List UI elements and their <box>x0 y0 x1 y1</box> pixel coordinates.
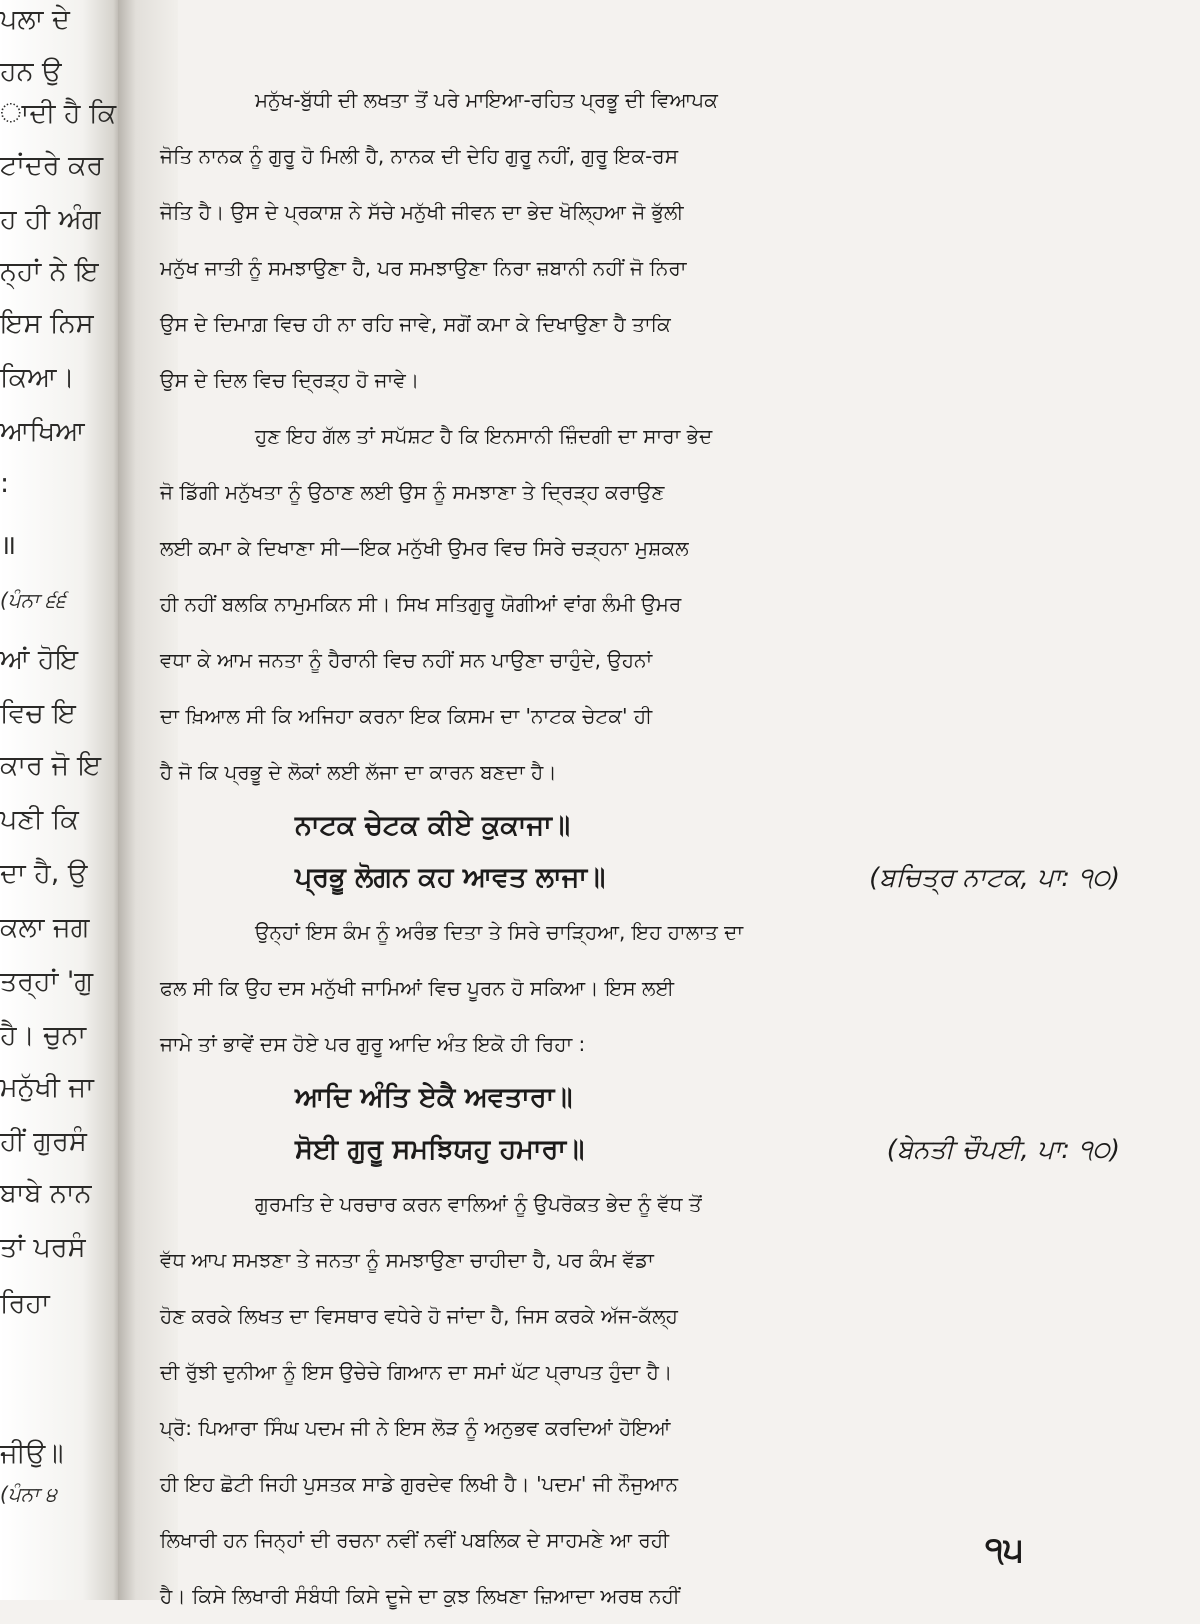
facing-page-fragment: (ਪੰਨਾ ੪ <box>0 1482 57 1506</box>
text-line: ਹੋਣ ਕਰਕੇ ਲਿਖਤ ਦਾ ਵਿਸਥਾਰ ਵਧੇਰੇ ਹੋ ਜਾਂਦਾ ਹੈ, ਜਿਸ ਕਰਕੇ ਅੱਜ-ਕੱਲ੍ਹ <box>160 1304 678 1328</box>
page-number: ੧੫ <box>985 1530 1024 1570</box>
facing-page-fragment: (ਪੰਨਾ ੬੬ <box>0 588 66 612</box>
paragraph-3 <box>160 904 1120 1072</box>
facing-page-fragment: ਹੀਂ ਗੁਰਸੰ <box>0 1126 87 1157</box>
facing-page-fragment: ਆਖਿਆ <box>0 416 85 447</box>
text-line: ਮਨੁੱਖ ਜਾਤੀ ਨੂੰ ਸਮਝਾਉਣਾ ਹੈ, ਪਰ ਸਮਝਾਉਣਾ ਨਿਰਾ ਜ਼ਬਾਨੀ ਨਹੀਂ ਜੋ ਨਿਰਾ <box>160 256 687 280</box>
text-line: ਵੱਧ ਆਪ ਸਮਝਣਾ ਤੇ ਜਨਤਾ ਨੂੰ ਸਮਝਾਉਣਾ ਚਾਹੀਦਾ ਹੈ, ਪਰ ਕੰਮ ਵੱਡਾ <box>160 1248 654 1272</box>
text-line: ਜੋਤਿ ਨਾਨਕ ਨੂੰ ਗੁਰੂ ਹੋ ਮਿਲੀ ਹੈ, ਨਾਨਕ ਦੀ ਦੇਹਿ ਗੁਰੂ ਨਹੀਂ, ਗੁਰੂ ਇਕ-ਰਸ <box>160 144 679 168</box>
text-line: ਹੁਣ ਇਹ ਗੱਲ ਤਾਂ ਸਪੱਸ਼ਟ ਹੈ ਕਿ ਇਨਸਾਨੀ ਜ਼ਿੰਦਗੀ ਦਾ ਸਾਰਾ ਭੇਦ <box>255 424 713 448</box>
verse-line: ਆਦਿ ਅੰਤਿ ਏਕੈ ਅਵਤਾਰਾ॥ <box>295 1082 573 1113</box>
facing-page-fragment: ਪਣੀ ਕਿ <box>0 804 79 835</box>
text-line: ਹੀ ਨਹੀਂ ਬਲਕਿ ਨਾਮੁਮਕਿਨ ਸੀ। ਸਿਖ ਸਤਿਗੁਰੂ ਯੋਗੀਆਂ ਵਾਂਗ ਲੰਮੀ ਉਮਰ <box>160 592 682 616</box>
text-line: ਹੀ ਇਹ ਛੋਟੀ ਜਿਹੀ ਪੁਸਤਕ ਸਾਡੇ ਗੁਰਦੇਵ ਲਿਖੀ ਹੈ। 'ਪਦਮ' ਜੀ ਨੌਜੁਆਨ <box>160 1472 679 1496</box>
text-line: ਦਾ ਖ਼ਿਆਲ ਸੀ ਕਿ ਅਜਿਹਾ ਕਰਨਾ ਇਕ ਕਿਸਮ ਦਾ 'ਨਾਟਕ ਚੇਟਕ' ਹੀ <box>160 704 653 728</box>
facing-page-fragment: ਾਦੀ ਹੈ ਕਿ <box>0 98 117 129</box>
verse-row <box>160 800 1120 852</box>
paragraph-2 <box>160 408 1120 800</box>
facing-page-fragment: ਰਿਹਾ <box>0 1288 50 1319</box>
text-line: ਲਈ ਕਮਾ ਕੇ ਦਿਖਾਣਾ ਸੀ—ਇਕ ਮਨੁੱਖੀ ਉਮਰ ਵਿਚ ਸਿਰੇ ਚੜ੍ਹਨਾ ਮੁਸ਼ਕਲ <box>160 536 689 560</box>
facing-page-fragment: ਤਰ੍ਹਾਂ 'ਗੁ <box>0 966 94 997</box>
text-line: ਜੋ ਡਿੱਗੀ ਮਨੁੱਖਤਾ ਨੂੰ ਉਠਾਣ ਲਈ ਉਸ ਨੂੰ ਸਮਝਾਣਾ ਤੇ ਦ੍ਰਿੜ੍ਹ ਕਰਾਉਣ <box>160 480 665 504</box>
text-line: ਉਨ੍ਹਾਂ ਇਸ ਕੰਮ ਨੂੰ ਅਰੰਭ ਦਿਤਾ ਤੇ ਸਿਰੇ ਚਾੜ੍ਹਿਆ, ਇਹ ਹਾਲਾਤ ਦਾ <box>255 920 744 944</box>
page-body <box>160 72 1120 1624</box>
facing-page-fragment: ਨ੍ਹਾਂ ਨੇ ਇ <box>0 256 99 287</box>
facing-page-fragment: ਬਾਬੇ ਨਾਨ <box>0 1178 92 1209</box>
text-line: ਉਸ ਦੇ ਦਿਲ ਵਿਚ ਦ੍ਰਿੜ੍ਹ ਹੋ ਜਾਵੇ। <box>160 368 420 392</box>
facing-page-fragment: : <box>0 468 10 499</box>
verse-citation: (ਬੇਨਤੀ ਚੌਪਈ, ਪਾ: ੧੦) <box>886 1135 1120 1165</box>
text-line: ਦੀ ਰੁੱਝੀ ਦੁਨੀਆ ਨੂੰ ਇਸ ਉਚੇਚੇ ਗਿਆਨ ਦਾ ਸਮਾਂ ਘੱਟ ਪ੍ਰਾਪਤ ਹੁੰਦਾ ਹੈ। <box>160 1360 673 1384</box>
facing-page-fragment: ਦਾ ਹੈ, ਉ <box>0 858 88 889</box>
text-line: ਗੁਰਮਤਿ ਦੇ ਪਰਚਾਰ ਕਰਨ ਵਾਲਿਆਂ ਨੂੰ ਉਪਰੋਕਤ ਭੇਦ ਨੂੰ ਵੱਧ ਤੋਂ <box>255 1192 702 1216</box>
verse-row <box>160 852 1120 904</box>
verse-row <box>160 1072 1120 1124</box>
facing-page-fragment: ਮਨੁੱਖੀ ਜਾ <box>0 1072 94 1103</box>
verse-quote-1 <box>160 800 1120 904</box>
text-line: ਜਾਮੇ ਤਾਂ ਭਾਵੇਂ ਦਸ ਹੋਏ ਪਰ ਗੁਰੂ ਆਦਿ ਅੰਤ ਇਕੋ ਹੀ ਰਿਹਾ : <box>160 1032 586 1056</box>
verse-line: ਨਾਟਕ ਚੇਟਕ ਕੀਏ ਕੁਕਾਜਾ॥ <box>295 810 571 841</box>
facing-page-fragment: ਹ ਹੀ ਅੰਗ <box>0 204 101 235</box>
facing-page-fragment: ਕਾਰ ਜੋ ਇ <box>0 750 102 781</box>
facing-page-fragment: ਹੈ। ਚੁਨਾ <box>0 1020 87 1051</box>
facing-page <box>0 0 118 1600</box>
text-line: ਪ੍ਰੋ: ਪਿਆਰਾ ਸਿੰਘ ਪਦਮ ਜੀ ਨੇ ਇਸ ਲੋੜ ਨੂੰ ਅਨੁਭਵ ਕਰਦਿਆਂ ਹੋਇਆਂ <box>160 1416 671 1440</box>
text-line: ਹੈ ਜੋ ਕਿ ਪ੍ਰਭੂ ਦੇ ਲੋਕਾਂ ਲਈ ਲੱਜਾ ਦਾ ਕਾਰਨ ਬਣਦਾ ਹੈ। <box>160 760 557 784</box>
facing-page-fragment: ਜੀਉ॥ <box>0 1438 64 1469</box>
facing-page-fragment: ॥ <box>0 530 17 561</box>
verse-citation: (ਬਚਿਤ੍ਰ ਨਾਟਕ, ਪਾ: ੧੦) <box>869 863 1120 893</box>
text-line: ਮਨੁੱਖ-ਬੁੱਧੀ ਦੀ ਲਖਤਾ ਤੋਂ ਪਰੇ ਮਾਇਆ-ਰਹਿਤ ਪ੍ਰਭੂ ਦੀ ਵਿਆਪਕ <box>255 88 718 112</box>
facing-page-fragment: ਕਿਆ। <box>0 362 75 393</box>
paragraph-4 <box>160 1176 1120 1624</box>
facing-page-fragment: ਕਲਾ ਜਗ <box>0 912 90 943</box>
facing-page-fragment: ਟਾਂਦਰੇ ਕਰ <box>0 150 104 181</box>
verse-quote-2 <box>160 1072 1120 1176</box>
facing-page-fragment: ਪਲਾ ਦੇ <box>0 4 70 35</box>
text-line: ਜੋਤਿ ਹੈ। ਉਸ ਦੇ ਪ੍ਰਕਾਸ਼ ਨੇ ਸੱਚੇ ਮਨੁੱਖੀ ਜੀਵਨ ਦਾ ਭੇਦ ਖੋਲ੍ਹਿਆ ਜੋ ਭੁੱਲੀ <box>160 200 684 224</box>
facing-page-fragment: ਆਂ ਹੋਇ <box>0 644 79 675</box>
text-line: ਉਸ ਦੇ ਦਿਮਾਗ਼ ਵਿਚ ਹੀ ਨਾ ਰਹਿ ਜਾਵੇ, ਸਗੋਂ ਕਮਾ ਕੇ ਦਿਖਾਉਣਾ ਹੈ ਤਾਕਿ <box>160 312 671 336</box>
verse-line: ਪ੍ਰਭੂ ਲੋਗਨ ਕਹ ਆਵਤ ਲਾਜਾ॥ <box>295 862 606 893</box>
text-line: ਲਿਖਾਰੀ ਹਨ ਜਿਨ੍ਹਾਂ ਦੀ ਰਚਨਾ ਨਵੀਂ ਨਵੀਂ ਪਬਲਿਕ ਦੇ ਸਾਹਮਣੇ ਆ ਰਹੀ <box>160 1528 670 1552</box>
facing-page-fragment: ਵਿਚ ਇ <box>0 698 76 729</box>
facing-page-fragment: ਤਾਂ ਪਰਸੰ <box>0 1232 86 1263</box>
verse-line: ਸੋਈ ਗੁਰੂ ਸਮਝਿਯਹੁ ਹਮਾਰਾ॥ <box>295 1134 585 1165</box>
verse-row <box>160 1124 1120 1176</box>
text-line: ਵਧਾ ਕੇ ਆਮ ਜਨਤਾ ਨੂੰ ਹੈਰਾਨੀ ਵਿਚ ਨਹੀਂ ਸਨ ਪਾਉਣਾ ਚਾਹੁੰਦੇ, ਉਹਨਾਂ <box>160 648 653 672</box>
facing-page-fragment: ਹਨ ਉ <box>0 56 62 87</box>
paragraph-1 <box>160 72 1120 408</box>
text-line: ਫਲ ਸੀ ਕਿ ਉਹ ਦਸ ਮਨੁੱਖੀ ਜਾਮਿਆਂ ਵਿਚ ਪੂਰਨ ਹੋ ਸਕਿਆ। ਇਸ ਲਈ <box>160 976 675 1000</box>
text-line: ਹੈ। ਕਿਸੇ ਲਿਖਾਰੀ ਸੰਬੰਧੀ ਕਿਸੇ ਦੂਜੇ ਦਾ ਕੁਝ ਲਿਖਣਾ ਜ਼ਿਆਦਾ ਅਰਥ ਨਹੀਂ <box>160 1584 680 1608</box>
facing-page-fragment: ਇਸ ਨਿਸ <box>0 308 94 339</box>
